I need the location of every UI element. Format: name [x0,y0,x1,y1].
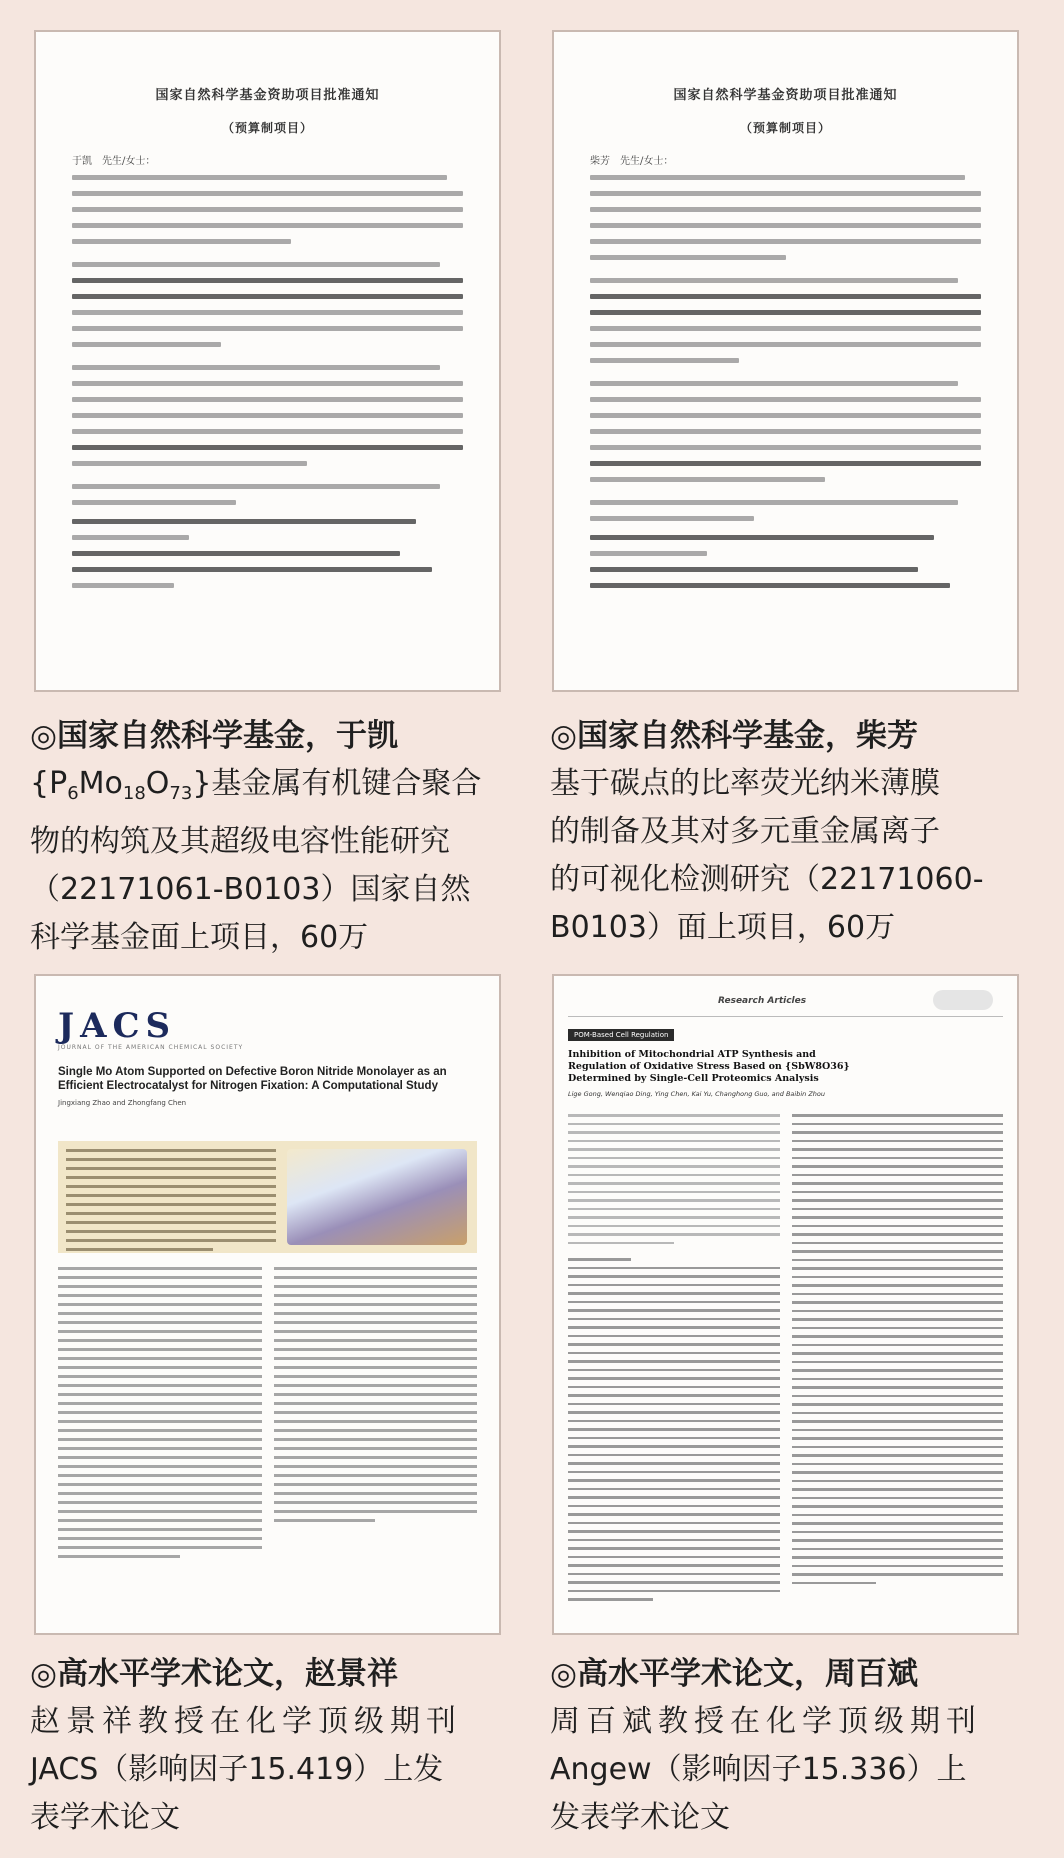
jacs-logo-subtitle: JOURNAL OF THE AMERICAN CHEMICAL SOCIETY [58,1044,244,1051]
caption-line: 物的构筑及其超级电容性能研究 [30,824,450,859]
notice-greeting: 柴芳 先生/女士： [590,156,674,167]
notice-title: 国家自然科学基金资助项目批准通知 [673,88,898,103]
angew-logo [933,990,993,1010]
notice-greeting: 于凯 先生/女士： [72,156,156,167]
jacs-paper-authors: Jingxiang Zhao and Zhongfang Chen [58,1099,187,1107]
section-label: Research Articles [718,996,807,1006]
angew-paper-image [552,974,1019,1635]
jacs-abstract-graphic [58,1141,477,1253]
angew-body-text [568,1114,1003,1607]
caption-line: 的可视化检测研究（22171060- [550,862,984,897]
caption-line: （22171061-B0103）国家自然 [30,872,471,907]
caption-line: 表学术论文 [30,1800,180,1835]
caption-grant-yu-kai [30,712,505,962]
jacs-logo: JACS [58,1006,177,1046]
caption-line: JACS（影响因子15.419）上发 [30,1752,444,1787]
jacs-paper-title: Single Mo Atom Supported on Defective Boron Nitride Monolayer as an Efficient Electrocatalyst for Nitrogen Fixation: A Computational Study [58,1066,447,1092]
caption-heading: ◎高水平学术论文，赵景祥 [30,1656,399,1692]
caption-paper-zhao-jingxiang [30,1650,505,1842]
caption-grant-chai-fang [550,712,1025,952]
caption-line: 的制备及其对多元重金属离子 [550,814,940,849]
caption-heading: ◎国家自然科学基金，于凯 [30,718,399,754]
toc-graphic [287,1149,467,1245]
jacs-paper-image [34,974,501,1635]
grant-notice-image-2 [552,30,1019,692]
notice-subtitle: （预算制项目） [739,121,831,135]
caption-line: B0103）面上项目，60万 [550,910,896,945]
caption-line: 赵景祥教授在化学顶级期刊 [30,1704,462,1739]
caption-line: 周百斌教授在化学顶级期刊 [550,1704,982,1739]
caption-line: $\{P_6Mo_{18}O_{73}\}$基金属有机键合聚合 [30,766,482,804]
caption-heading: ◎高水平学术论文，周百斌 [550,1656,919,1692]
caption-paper-zhou-baibin [550,1650,1025,1842]
article-tag: POM-Based Cell Regulation [568,1029,674,1041]
caption-heading: ◎国家自然科学基金，柴芳 [550,718,919,754]
caption-line: Angew（影响因子15.336）上 [550,1752,967,1787]
notice-title: 国家自然科学基金资助项目批准通知 [155,88,380,103]
notice-subtitle: （预算制项目） [221,121,313,135]
caption-line: 发表学术论文 [550,1800,730,1835]
grant-notice-image-1 [34,30,501,692]
jacs-body-text [58,1267,477,1564]
angew-paper-authors: Lige Gong, Wenqiao Ding, Ying Chen, Kai Yu, Changhong Guo, and Baibin Zhou [568,1090,825,1098]
caption-line: 科学基金面上项目，60万 [30,920,369,955]
caption-line: 基于碳点的比率荧光纳米薄膜 [550,766,940,801]
notice-body-text [590,175,981,588]
angew-paper-title: Inhibition of Mitochondrial ATP Synthesis and Regulation of Oxidative Stress Based on {SbW8O36} Determined by Single-Cell Proteomics Analysis [568,1049,850,1084]
notice-body-text [72,175,463,588]
angew-header [568,986,1003,1017]
